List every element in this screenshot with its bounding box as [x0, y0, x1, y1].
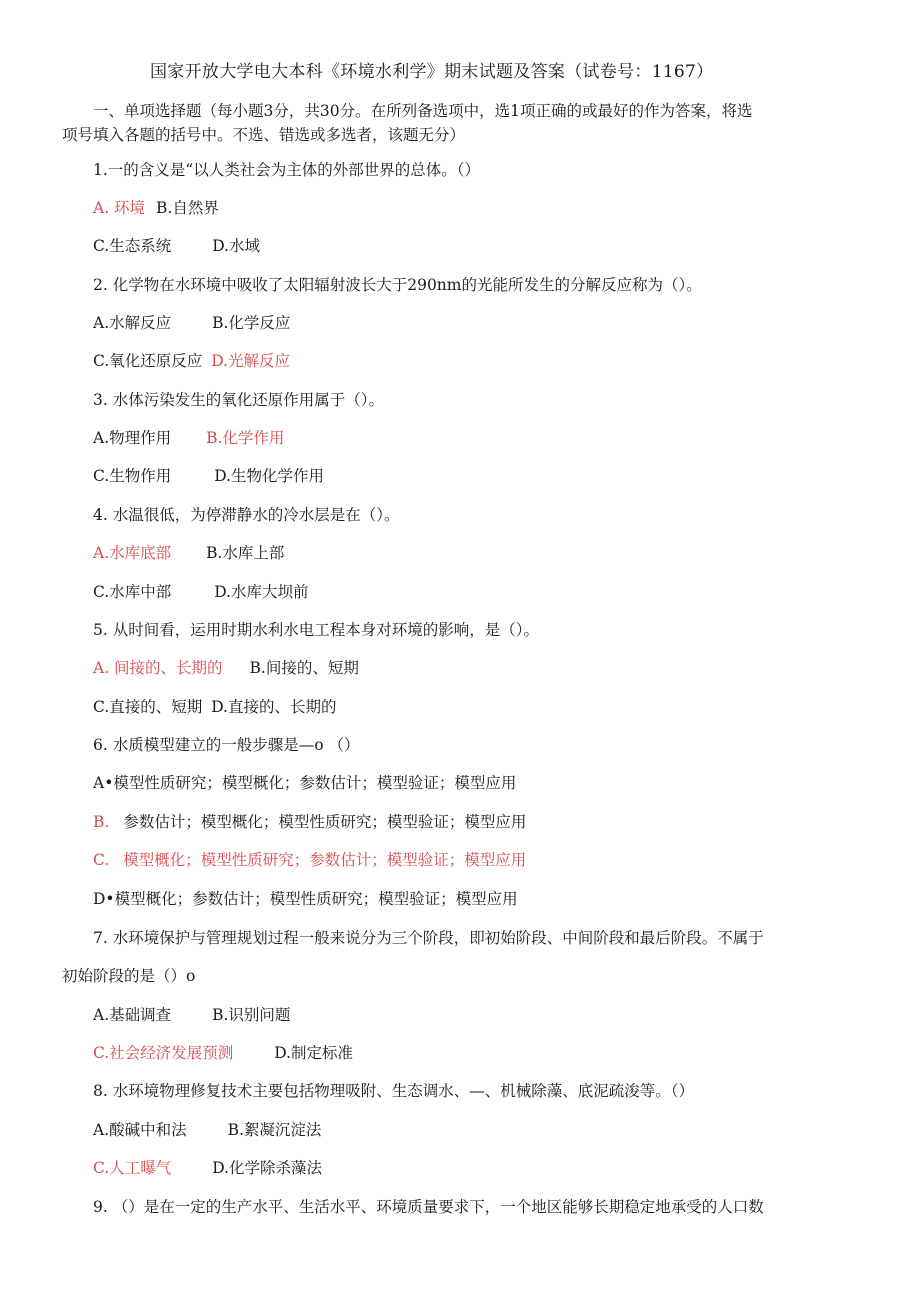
question-1-stem: 1.一的含义是“以人类社会为主体的外部世界的总体。（）: [93, 161, 480, 179]
question-5-stem: 5. 从时间看，运用时期水利水电工程本身对环境的影响，是（）。: [93, 621, 539, 639]
option-b: B.识别问题: [212, 1006, 291, 1024]
page-title: 国家开放大学电大本科《环境水利学》期末试题及答案（试卷号：1167）: [150, 62, 714, 82]
option-b: B.絮凝沉淀法: [227, 1121, 322, 1139]
question-5-row2: [93, 697, 337, 717]
option-c-correct: C.人工曝气: [93, 1159, 172, 1177]
option-a: A.物理作用: [93, 429, 172, 447]
option-a-correct: A.水库底部: [93, 544, 172, 562]
option-text: 模型概化；模型性质研究；参数估计；模型验证；模型应用: [123, 851, 527, 869]
option-text: 模型概化；参数估计；模型性质研究；模型验证；模型应用: [114, 890, 518, 908]
question-8-stem: 8. 水环境物理修复技术主要包括物理吸附、生态调水、—、机械除藻、底泥疏浚等。（）: [93, 1082, 694, 1100]
option-d: D.水库大坝前: [214, 583, 309, 601]
option-d: D.水域: [212, 237, 260, 255]
option-b-correct: B.化学作用: [206, 429, 285, 447]
section-heading-line2: 项号填入各题的括号中。不选、错选或多选者，该题无分）: [62, 126, 466, 144]
option-c: C.水库中部: [93, 583, 172, 601]
option-b: B.间接的、短期: [249, 659, 359, 677]
option-b: B.自然界: [156, 199, 219, 217]
option-a: A.水解反应: [93, 314, 172, 332]
option-a: A.酸碱中和法: [93, 1121, 187, 1139]
question-6-option-b: [93, 812, 526, 832]
option-b: B.水库上部: [206, 544, 285, 562]
option-text: 参数估计；模型概化；模型性质研究；模型验证；模型应用: [123, 813, 527, 831]
option-a-correct: A. 间接的、长期的: [93, 659, 223, 677]
question-6-stem: 6. 水质模型建立的一般步骤是—o （）: [93, 736, 360, 754]
question-4-row1: [93, 543, 284, 563]
section-heading-line1: 一、单项选择题（每小题3分，共30分。在所列备选项中，选1项正确的或最好的作为答案，将选: [93, 102, 753, 120]
option-d: D.生物化学作用: [214, 467, 324, 485]
question-6-option-c-correct: [93, 850, 526, 870]
question-8-row1: [93, 1120, 321, 1140]
question-6-option-d: [93, 889, 518, 909]
question-5-row1: [93, 658, 359, 678]
question-7-stem-line2: 初始阶段的是（）o: [62, 967, 196, 985]
question-7-row2: [93, 1043, 353, 1063]
option-a: A.基础调查: [93, 1006, 172, 1024]
option-label: C.: [93, 851, 110, 869]
question-7-row1: [93, 1005, 290, 1025]
option-d: D.化学除杀藻法: [212, 1159, 322, 1177]
option-a-correct: A. 环境: [93, 199, 146, 217]
option-label: D•: [93, 890, 115, 908]
question-2-row1: [93, 313, 290, 333]
option-b: B.化学反应: [212, 314, 291, 332]
question-7-stem-line1: 7. 水环境保护与管理规划过程一般来说分为三个阶段，即初始阶段、中间阶段和最后阶段。不属于: [93, 929, 764, 947]
question-1-row1: [93, 198, 219, 218]
question-4-stem: 4. 水温很低，为停滞静水的冷水层是在（）。: [93, 506, 400, 524]
question-3-stem: 3. 水体污染发生的氧化还原作用属于（）。: [93, 391, 384, 409]
question-2-stem: 2. 化学物在水环境中吸收了太阳辐射波长大于290nm的光能所发生的分解反应称为（）。: [93, 276, 702, 294]
option-d: D.制定标准: [274, 1044, 353, 1062]
option-label: B.: [93, 813, 110, 831]
option-c: C.直接的、短期: [93, 698, 203, 716]
option-text: 模型性质研究；模型概化；参数估计；模型验证；模型应用: [113, 774, 517, 792]
option-c: C.生物作用: [93, 467, 172, 485]
option-c-correct: C.社会经济发展预测: [93, 1044, 234, 1062]
question-3-row1: [93, 428, 284, 448]
question-1-row2: [93, 236, 260, 256]
option-d: D.直接的、长期的: [211, 698, 337, 716]
question-4-row2: [93, 582, 309, 602]
option-d-correct: D.光解反应: [211, 352, 290, 370]
option-label: A•: [93, 774, 114, 792]
question-3-row2: [93, 466, 324, 486]
option-c: C.生态系统: [93, 237, 172, 255]
question-9-stem: 9. （）是在一定的生产水平、生活水平、环境质量要求下，一个地区能够长期稳定地承受的人口数: [93, 1198, 764, 1216]
option-c: C.氧化还原反应: [93, 352, 203, 370]
question-2-row2: [93, 351, 290, 371]
question-8-row2: [93, 1158, 322, 1178]
question-6-option-a: [93, 773, 516, 793]
